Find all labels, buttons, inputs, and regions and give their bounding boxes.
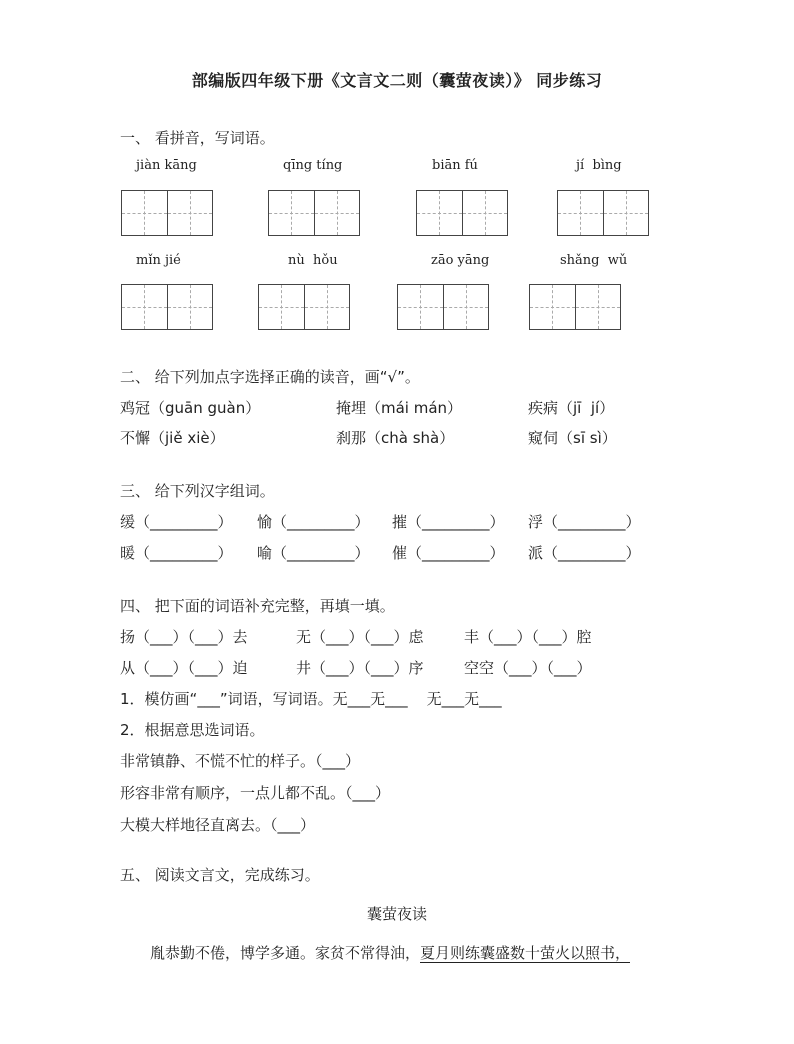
question-2: 2．根据意思选词语。 — [120, 721, 265, 739]
story-text: 胤恭勤不倦，博学多通。家贫不常得油， — [150, 944, 421, 962]
word-blank[interactable]: 摧（_________） — [392, 513, 505, 531]
writing-grid[interactable] — [416, 190, 508, 236]
pinyin-6: nù hǒu — [288, 253, 338, 268]
word-blank[interactable]: 催（_________） — [392, 544, 505, 562]
reading-choice[interactable]: 掩埋（mái mán） — [336, 399, 463, 417]
pinyin-2: qīng tíng — [283, 158, 343, 173]
reading-choice[interactable]: 刹那（chà shà） — [336, 429, 455, 447]
writing-grid[interactable] — [258, 284, 350, 330]
idiom-blank[interactable]: 无（___）（___）虑 — [296, 628, 424, 646]
pinyin-1: jiàn kāng — [136, 158, 197, 173]
section-2-heading: 二、 给下列加点字选择正确的读音，画“√”。 — [120, 368, 420, 386]
writing-grid[interactable] — [121, 190, 213, 236]
section-4-heading: 四、 把下面的词语补充完整，再填一填。 — [120, 597, 395, 615]
reading-choice[interactable]: 不懈（jiě xiè） — [120, 429, 225, 447]
section-3-heading: 三、 给下列汉字组词。 — [120, 482, 275, 500]
word-blank[interactable]: 缓（_________） — [120, 513, 233, 531]
underlined-sentence: 夏月则练囊盛数十萤火以照书， — [420, 944, 631, 962]
word-blank[interactable]: 派（_________） — [528, 544, 641, 562]
word-blank[interactable]: 浮（_________） — [528, 513, 641, 531]
word-blank[interactable]: 愉（_________） — [257, 513, 370, 531]
page-title: 部编版四年级下册《文言文二则（囊萤夜读）》 同步练习 — [191, 71, 603, 90]
idiom-blank[interactable]: 井（___）（___）序 — [296, 659, 424, 677]
pinyin-5: mǐn jié — [136, 253, 181, 268]
idiom-blank[interactable]: 扬（___）（___）去 — [120, 628, 248, 646]
writing-grid[interactable] — [557, 190, 649, 236]
writing-grid[interactable] — [529, 284, 621, 330]
pinyin-7: zāo yāng — [431, 253, 490, 268]
question-2b[interactable]: 形容非常有顺序，一点儿都不乱。（___） — [120, 784, 391, 802]
pinyin-3: biān fú — [432, 158, 478, 173]
idiom-blank[interactable]: 从（___）（___）迫 — [120, 659, 248, 677]
word-blank[interactable]: 喻（_________） — [257, 544, 370, 562]
question-1[interactable]: 1．模仿画“___”词语，写词语。无___无___ 无___无___ — [120, 690, 502, 708]
word-blank[interactable]: 暖（_________） — [120, 544, 233, 562]
reading-choice[interactable]: 窥伺（sī sì） — [528, 429, 617, 447]
writing-grid[interactable] — [268, 190, 360, 236]
story-line — [150, 942, 630, 963]
reading-choice[interactable]: 鸡冠（guān guàn） — [120, 399, 261, 417]
pinyin-4: jí bìng — [576, 158, 622, 173]
question-2c[interactable]: 大模大样地径直离去。（___） — [120, 816, 316, 834]
question-2a[interactable]: 非常镇静、不慌不忙的样子。（___） — [120, 752, 361, 770]
idiom-blank[interactable]: 丰（___）（___）腔 — [464, 628, 592, 646]
idiom-blank[interactable]: 空空（___）（___） — [464, 659, 592, 677]
section-5-heading: 五、 阅读文言文，完成练习。 — [120, 866, 320, 884]
pinyin-8: shǎng wǔ — [560, 253, 628, 268]
writing-grid[interactable] — [121, 284, 213, 330]
reading-choice[interactable]: 疾病（jī jí） — [528, 399, 615, 417]
writing-grid[interactable] — [397, 284, 489, 330]
section-1-heading: 一、 看拼音，写词语。 — [120, 129, 275, 147]
story-title: 囊萤夜读 — [366, 905, 427, 923]
